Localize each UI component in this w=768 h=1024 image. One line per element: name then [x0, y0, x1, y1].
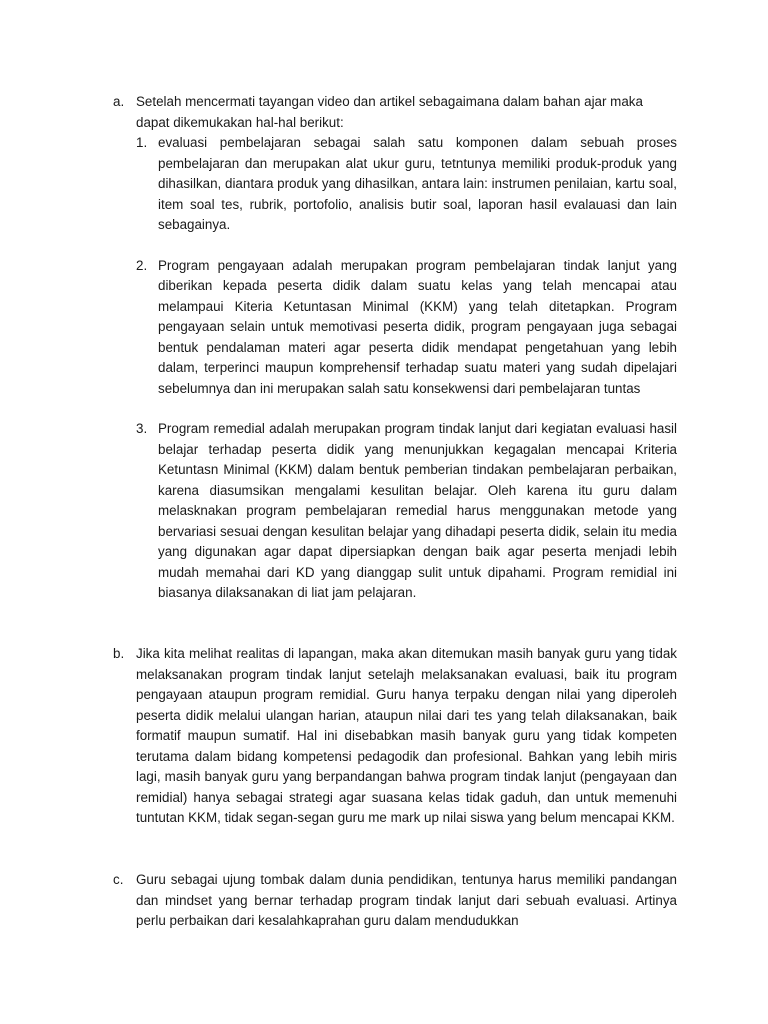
sub-item-text: Program pengayaan adalah merupakan program pembelajaran tindak lanjut yang diberikan kepada peserta didik dalam suatu kelas yang telah mencapai atau melampaui Kiteria Ketuntasan Minimal (KKM) yang telah ditetapkan. Program pengayaan selain untuk memotivasi peserta didik, program pengayaan juga sebagai bentuk pendalaman materi agar peserta didik mendapat pengetahuan yang lebih dalam, terperinci maupun komprehensif terhadap suatu materi yang sudah dipelajari sebelumnya dan ini merupakan salah satu konsekwensi dari pembelajaran tuntas: [158, 257, 677, 396]
sub-item-2: [136, 256, 677, 400]
item-c-text: Guru sebagai ujung tombak dalam dunia pendidikan, tentunya harus memiliki pandangan dan mindset yang bernar terhadap program tindak lanjut dari sebuah evaluasi. Artinya perlu perbaikan dari kesalahkaprahan guru dalam mendudukkan: [136, 872, 677, 928]
sub-item-number: 1.: [136, 135, 148, 150]
list-item-c: [113, 870, 677, 932]
item-b-text: Jika kita melihat realitas di lapangan, maka akan ditemukan masih banyak guru yang tidak melaksanakan program tindak lanjut setelajh melaksanakan evaluasi, baik itu program pengayaan ataupun program remidial. Guru hanya terpaku dengan nilai yang diperoleh peserta didik melalui ulangan harian, ataupun nilai dari tes yang telah dilaksanakan, baik formatif maupun sumatif. Hal ini disebabkan masih banyak guru yang tidak kompeten terutama dalam bidang kompetensi pedagodik dan profesional. Bahkan yang lebih miris lagi, masih banyak guru yang berpandangan bahwa program tindak lanjut (pengayaan dan remidial) hanya sebagai strategi agar suasana kelas tidak gaduh, dan untuk memenuhi tuntutan KKM, tidak segan-segan guru me mark up nilai siswa yang belum mencapai KKM.: [136, 646, 677, 825]
list-marker-a: a.: [113, 94, 125, 109]
paragraph-gap: [136, 236, 677, 256]
sub-item-1: [136, 133, 677, 236]
list-marker-c: c.: [113, 872, 124, 887]
sub-item-3: [136, 419, 677, 604]
sub-item-number: 3.: [136, 421, 148, 436]
paragraph-gap: [136, 399, 677, 419]
list-item-a: [113, 92, 677, 604]
list-item-b: [113, 644, 677, 829]
sub-item-text: Program remedial adalah merupakan program tindak lanjut dari kegiatan evaluasi hasil belajar terhadap peserta didik yang menunjukkan kegagalan mencapai Kriteria Ketuntasn Minimal (KKM) dalam bentuk pemberian tindakan pembelajaran perbaikan, karena diasumsikan mengalami kesulitan belajar. Oleh karena itu guru dalam melasknakan program pembelajaran remedial harus menggunakan metode yang bervariasi sesuai dengan kesulitan belajar yang dihadapi peserta didik, selain itu media yang digunakan agar dapat dipersiapkan dengan baik agar peserta menjadi lebih mudah memahai dari KD yang dianggap sulit untuk dipahami. Program remidial ini biasanya dilaksanakan di liat jam pelajaran.: [158, 421, 677, 600]
sub-item-text: evaluasi pembelajaran sebagai salah satu komponen dalam sebuah proses pembelajaran dan merupakan alat ukur guru, tetntunya memiliki produk-produk yang dihasilkan, diantara produk yang dihasilkan, antara lain: instrumen penilaian, kartu soal, item soal tes, rubrik, portofolio, analisis butir soal, laporan hasil evalauasi dan lain sebagainya.: [158, 135, 677, 232]
list-marker-b: b.: [113, 646, 125, 661]
item-a-intro: Setelah mencermati tayangan video dan artikel sebagaimana dalam bahan ajar maka dapat dikemukakan hal-hal berikut:: [136, 94, 643, 130]
sub-item-number: 2.: [136, 257, 148, 273]
